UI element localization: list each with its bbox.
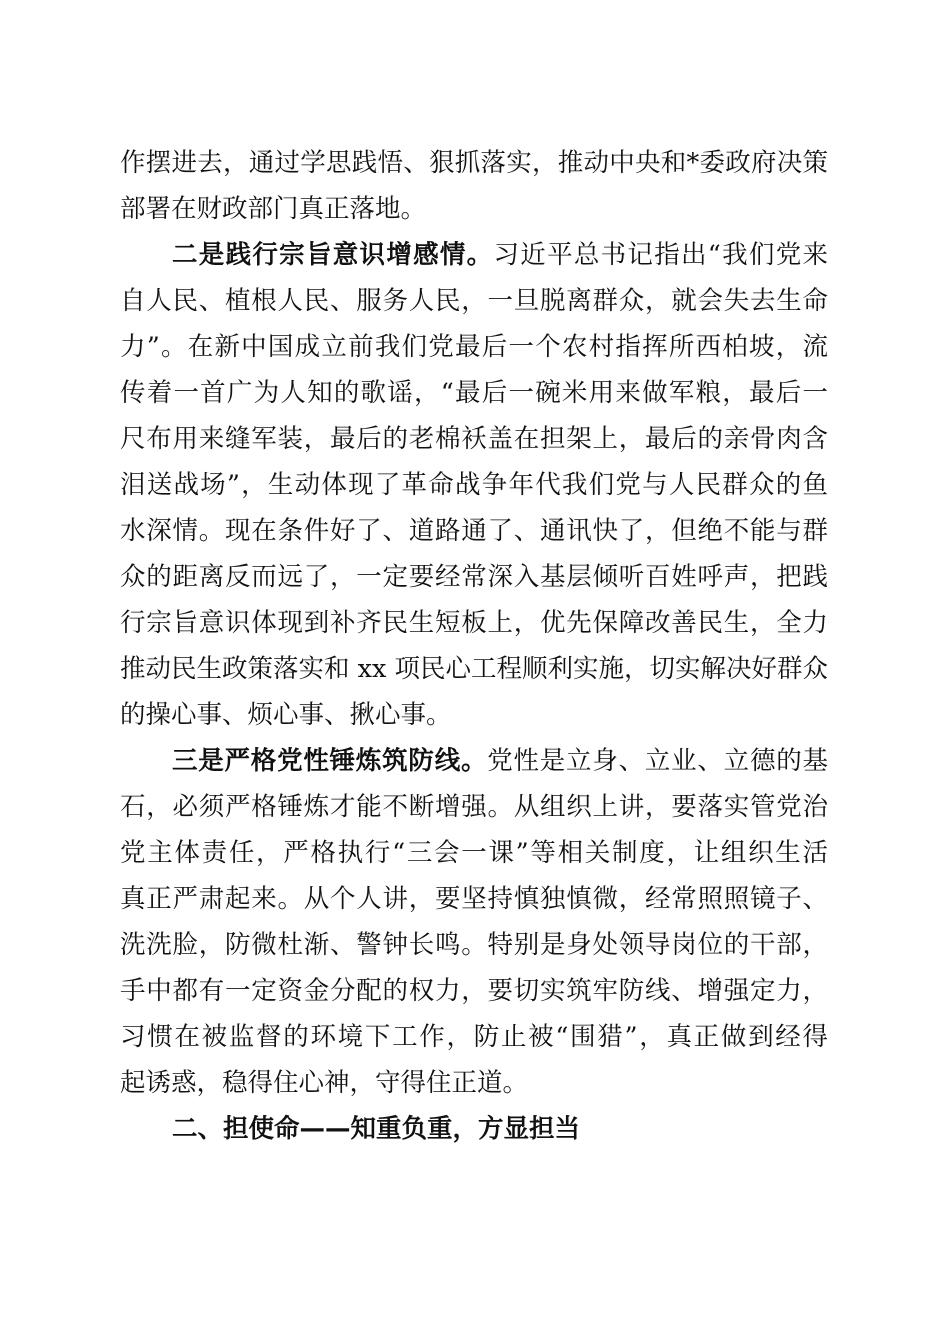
- paragraph-2-line-9: 行宗旨意识体现到补齐民生短板上，优先保障改善民生，全力: [120, 608, 828, 638]
- paragraph-3-line-5: 洗洗脸，防微杜渐、警钟长鸣。特别是身处领导岗位的干部，: [120, 930, 828, 960]
- paragraph-1-line-2: 部署在财政部门真正落地。: [120, 194, 427, 224]
- paragraph-2-first-rest: 习近平总书记指出“我们党来: [493, 240, 828, 270]
- paragraph-3-line-2: 石，必须严格锤炼才能不断增强。从组织上讲，要落实管党治: [120, 792, 828, 822]
- paragraph-2-line-3: 力”。在新中国成立前我们党最后一个农村指挥所西柏坡，流: [120, 332, 828, 362]
- paragraph-3-line-3: 党主体责任，严格执行“三会一课”等相关制度，让组织生活: [120, 838, 828, 868]
- paragraph-2-line-1: [172, 232, 828, 278]
- paragraph-2-line-10: 推动民生政策落实和 xx 项民心工程顺利实施，切实解决好群众: [120, 654, 828, 684]
- paragraph-3-first-rest: 党性是立身、立业、立德的基: [487, 746, 828, 776]
- paragraph-2-line-7: 水深情。现在条件好了、道路通了、通讯快了，但绝不能与群: [120, 516, 828, 546]
- paragraph-2-lead: 二是践行宗旨意识增感情。: [172, 240, 494, 270]
- paragraph-3-line-4: 真正严肃起来。从个人讲，要坚持慎独慎微，经常照照镜子、: [120, 884, 828, 914]
- paragraph-2-line-6: 泪送战场”，生动体现了革命战争年代我们党与人民群众的鱼: [120, 470, 828, 500]
- paragraph-2-line-4: 传着一首广为人知的歌谣，“最后一碗米用来做军粮，最后一: [120, 378, 828, 408]
- paragraph-2-line-5: 尺布用来缝军装，最后的老棉袄盖在担架上，最后的亲骨肉含: [120, 424, 828, 454]
- paragraph-3-lead: 三是严格党性锤炼筑防线。: [172, 746, 488, 776]
- paragraph-2-line-2: 自人民、植根人民、服务人民，一旦脱离群众，就会失去生命: [120, 286, 828, 316]
- paragraph-3-line-8: 起诱惑，稳得住心神，守得住正道。: [120, 1068, 529, 1098]
- paragraph-1-line-1: 作摆进去，通过学思践悟、狠抓落实，推动中央和*委政府决策: [120, 148, 828, 178]
- paragraph-2-line-8: 众的距离反而远了，一定要经常深入基层倾听百姓呼声，把践: [120, 562, 828, 592]
- paragraph-2-line-11: 的操心事、烦心事、揪心事。: [120, 700, 452, 730]
- paragraph-3-line-7: 习惯在被监督的环境下工作，防止被“围猎”，真正做到经得: [120, 1022, 828, 1052]
- paragraph-3-line-1: [172, 738, 828, 784]
- section-heading: 二、担使命——知重负重，方显担当: [172, 1114, 581, 1144]
- paragraph-3-line-6: 手中都有一定资金分配的权力，要切实筑牢防线、增强定力，: [120, 976, 828, 1006]
